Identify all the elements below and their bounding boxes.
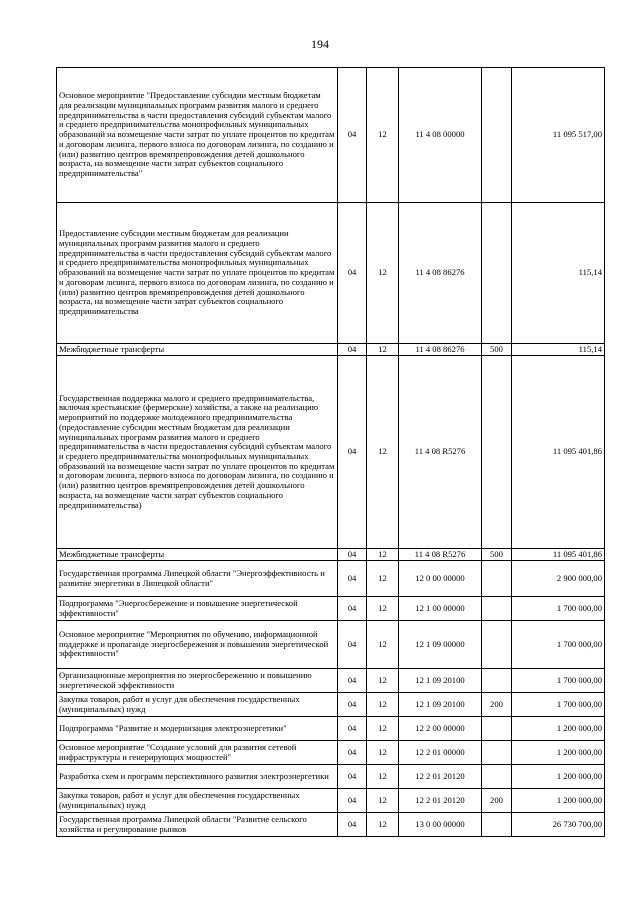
table-row	[57, 344, 605, 356]
budget-table-body	[57, 68, 605, 837]
row-article-cell: 11 4 08 86276	[399, 203, 482, 344]
row-article-cell: 13 0 00 00000	[399, 813, 482, 837]
row-subsection-cell: 12	[367, 549, 399, 561]
row-kind-cell	[482, 356, 512, 549]
row-section-cell: 04	[338, 765, 367, 789]
row-amount-cell: 2 900 000,00	[512, 561, 605, 597]
row-section-cell: 04	[338, 693, 367, 717]
row-name-cell: Государственная поддержка малого и среднего предпринимательства, включая крестьянские (фермерские) хозяйства, а также на реализацию мероприятий по поддержке молодежного предпринимательства (предоставление субсидии местным бюджетам для реализации муниципальных программ развития малого и среднего предпринимательства в части предоставления субсидий субъектам малого и среднего предпринимательства монопрофильных муниципальных образований на возмещение части затрат по уплате процентов по кредитам и договорам лизинга, первого взноса по договорам лизинга, по созданию и (или) развитию центров времяпрепровождения детей дошкольного возраста, на возмещение части затрат субъектов социального предпринимательства)	[57, 356, 338, 549]
row-amount-cell: 1 700 000,00	[512, 621, 605, 669]
row-section-cell: 04	[338, 789, 367, 813]
row-amount-cell: 11 095 401,86	[512, 356, 605, 549]
row-subsection-cell: 12	[367, 693, 399, 717]
row-subsection-cell: 12	[367, 789, 399, 813]
row-subsection-cell: 12	[367, 561, 399, 597]
table-row	[57, 549, 605, 561]
row-amount-cell: 11 095 517,00	[512, 68, 605, 203]
row-amount-cell: 26 730 700,00	[512, 813, 605, 837]
row-section-cell: 04	[338, 68, 367, 203]
row-name-cell: Основное мероприятие "Мероприятия по обучению, информационной поддержке и пропаганде энергосбережения и повышения энергетической эффективности"	[57, 621, 338, 669]
row-amount-cell: 1 700 000,00	[512, 693, 605, 717]
row-amount-cell: 11 095 401,86	[512, 549, 605, 561]
row-name-cell: Государственная программа Липецкой области "Энергоэффективность и развитие энергетики в Липецкой области"	[57, 561, 338, 597]
row-article-cell: 11 4 08 R5276	[399, 356, 482, 549]
row-section-cell: 04	[338, 549, 367, 561]
row-subsection-cell: 12	[367, 597, 399, 621]
row-name-cell: Государственная программа Липецкой области "Развитие сельского хозяйства и регулирование рынков	[57, 813, 338, 837]
row-name-cell: Закупка товаров, работ и услуг для обеспечения государственных (муниципальных) нужд	[57, 693, 338, 717]
table-row	[57, 717, 605, 741]
row-article-cell: 11 4 08 00000	[399, 68, 482, 203]
row-kind-cell	[482, 813, 512, 837]
table-row	[57, 68, 605, 203]
row-amount-cell: 1 700 000,00	[512, 669, 605, 693]
row-kind-cell	[482, 68, 512, 203]
row-subsection-cell: 12	[367, 717, 399, 741]
row-subsection-cell: 12	[367, 813, 399, 837]
row-article-cell: 12 2 01 00000	[399, 741, 482, 765]
row-section-cell: 04	[338, 717, 367, 741]
row-kind-cell	[482, 717, 512, 741]
row-name-cell: Подпрограмма "Энергосбережение и повышение энергетической эффективности"	[57, 597, 338, 621]
row-section-cell: 04	[338, 741, 367, 765]
row-amount-cell: 1 200 000,00	[512, 765, 605, 789]
row-subsection-cell: 12	[367, 68, 399, 203]
row-amount-cell: 1 200 000,00	[512, 789, 605, 813]
row-subsection-cell: 12	[367, 741, 399, 765]
table-row	[57, 813, 605, 837]
row-kind-cell: 500	[482, 549, 512, 561]
row-name-cell: Разработка схем и программ перспективного развития электроэнергетики	[57, 765, 338, 789]
row-section-cell: 04	[338, 597, 367, 621]
row-subsection-cell: 12	[367, 765, 399, 789]
row-name-cell: Подпрограмма "Развитие и модернизация электроэнергетики"	[57, 717, 338, 741]
row-name-cell: Межбюджетные трансферты	[57, 344, 338, 356]
row-subsection-cell: 12	[367, 669, 399, 693]
row-amount-cell: 115,14	[512, 344, 605, 356]
row-amount-cell: 1 200 000,00	[512, 741, 605, 765]
table-row	[57, 356, 605, 549]
page-number: 194	[311, 37, 329, 51]
row-amount-cell: 115,14	[512, 203, 605, 344]
row-article-cell: 11 4 08 R5276	[399, 549, 482, 561]
row-article-cell: 12 1 09 20100	[399, 669, 482, 693]
table-row	[57, 765, 605, 789]
row-name-cell: Закупка товаров, работ и услуг для обеспечения государственных (муниципальных) нужд	[57, 789, 338, 813]
row-kind-cell	[482, 597, 512, 621]
row-article-cell: 12 0 00 00000	[399, 561, 482, 597]
row-amount-cell: 1 700 000,00	[512, 597, 605, 621]
row-section-cell: 04	[338, 813, 367, 837]
row-kind-cell: 500	[482, 344, 512, 356]
row-kind-cell	[482, 669, 512, 693]
row-subsection-cell: 12	[367, 344, 399, 356]
row-section-cell: 04	[338, 669, 367, 693]
row-subsection-cell: 12	[367, 356, 399, 549]
table-row	[57, 561, 605, 597]
row-kind-cell	[482, 203, 512, 344]
row-article-cell: 12 2 00 00000	[399, 717, 482, 741]
row-kind-cell: 200	[482, 693, 512, 717]
table-row	[57, 597, 605, 621]
row-article-cell: 12 1 09 00000	[399, 621, 482, 669]
row-article-cell: 12 2 01 20120	[399, 789, 482, 813]
table-row	[57, 621, 605, 669]
row-section-cell: 04	[338, 344, 367, 356]
row-kind-cell: 200	[482, 789, 512, 813]
row-section-cell: 04	[338, 621, 367, 669]
row-name-cell: Основное мероприятие "Предоставление субсидии местным бюджетам для реализации муниципальных программ развития малого и среднего предпринимательства в части предоставления субсидий субъектам малого и среднего предпринимательства монопрофильных муниципальных образований на возмещение части затрат по уплате процентов по кредитам и договорам лизинга, первого взноса по договорам лизинга, по созданию и (или) развитию центров времяпрепровождения детей дошкольного возраста, на возмещение части затрат субъектов социального предпринимательства"	[57, 68, 338, 203]
row-subsection-cell: 12	[367, 203, 399, 344]
row-name-cell: Межбюджетные трансферты	[57, 549, 338, 561]
table-row	[57, 741, 605, 765]
row-amount-cell: 1 200 000,00	[512, 717, 605, 741]
budget-table	[56, 67, 605, 837]
row-name-cell: Предоставление субсидии местным бюджетам для реализации муниципальных программ развития малого и среднего предпринимательства в части предоставления субсидий субъектам малого и среднего предпринимательства монопрофильных муниципальных образований на возмещение части затрат по уплате процентов по кредитам и договорам лизинга, первого взноса по договорам лизинга, по созданию и (или) развитию центров времяпрепровождения детей дошкольного возраста, на возмещение части затрат субъектов социального предпринимательства	[57, 203, 338, 344]
row-kind-cell	[482, 741, 512, 765]
row-kind-cell	[482, 561, 512, 597]
row-subsection-cell: 12	[367, 621, 399, 669]
row-article-cell: 12 2 01 20120	[399, 765, 482, 789]
table-row	[57, 693, 605, 717]
row-section-cell: 04	[338, 356, 367, 549]
table-row	[57, 669, 605, 693]
table-row	[57, 789, 605, 813]
row-article-cell: 12 1 00 00000	[399, 597, 482, 621]
row-section-cell: 04	[338, 203, 367, 344]
row-article-cell: 11 4 08 86276	[399, 344, 482, 356]
row-kind-cell	[482, 621, 512, 669]
row-section-cell: 04	[338, 561, 367, 597]
row-article-cell: 12 1 09 20100	[399, 693, 482, 717]
row-kind-cell	[482, 765, 512, 789]
table-row	[57, 203, 605, 344]
row-name-cell: Организационные мероприятия по энергосбережению и повышению энергетической эффективности	[57, 669, 338, 693]
row-name-cell: Основное мероприятие "Создание условий для развития сетевой инфраструктуры и генерирующих мощностей"	[57, 741, 338, 765]
